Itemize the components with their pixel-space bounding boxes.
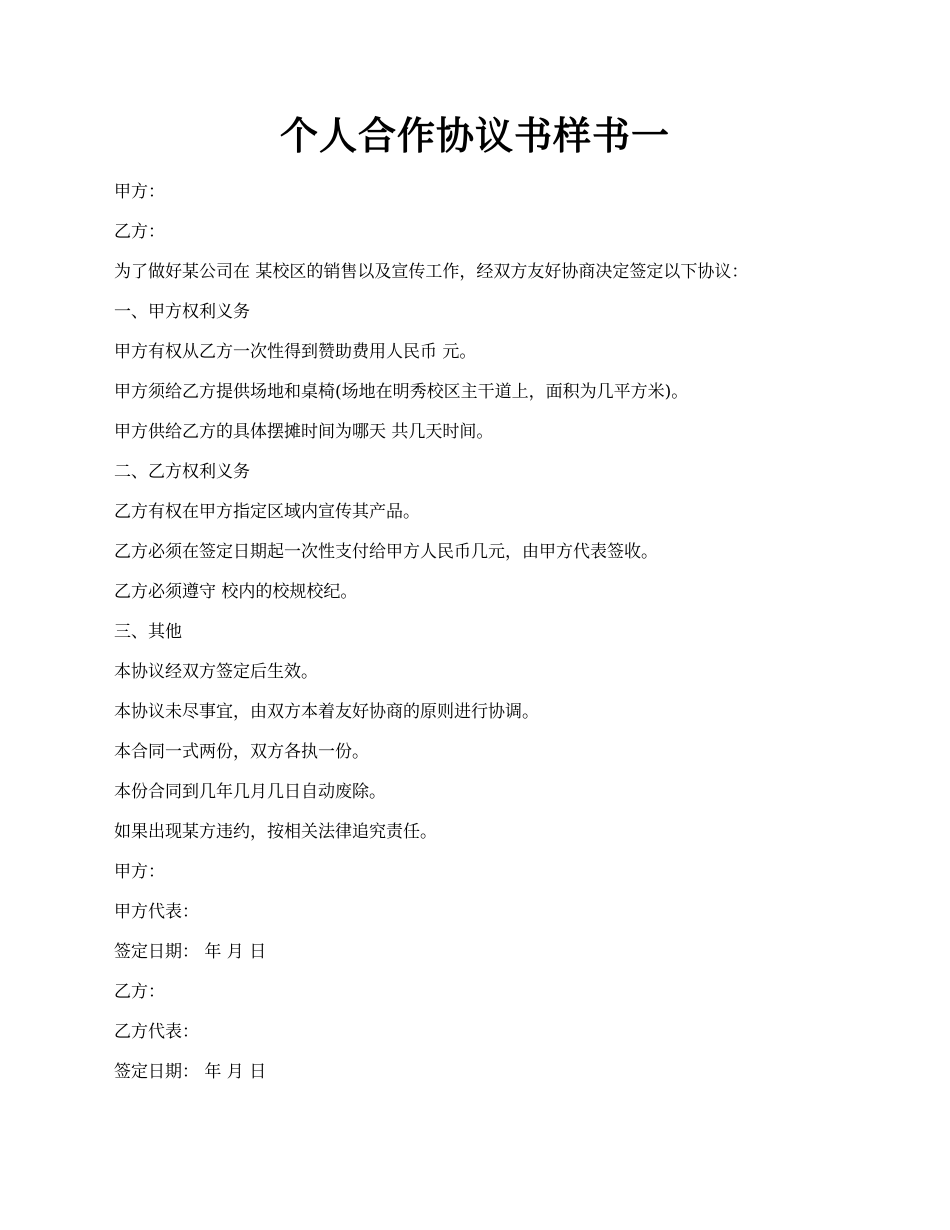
- section-heading-party-a: 一、甲方权利义务: [114, 302, 250, 322]
- document-body: [114, 176, 854, 1096]
- clause-line: 本协议未尽事宜，由双方本着友好协商的原则进行协调。: [114, 702, 539, 722]
- section-heading-other: 三、其他: [114, 622, 182, 642]
- clause-line: 甲方供给乙方的具体摆摊时间为哪天 共几天时间。: [114, 422, 494, 442]
- signature-party-a-representative: 甲方代表：: [114, 902, 199, 922]
- clause-line: 本合同一式两份，双方各执一份。: [114, 742, 369, 762]
- party-b-label: 乙方：: [114, 222, 165, 242]
- clause-line: 本份合同到几年几月几日自动废除。: [114, 782, 386, 802]
- party-a-label: 甲方：: [114, 182, 165, 202]
- preamble-paragraph: 为了做好某公司在 某校区的销售以及宣传工作，经双方友好协商决定签定以下协议：: [114, 262, 749, 282]
- signature-party-b: 乙方：: [114, 982, 165, 1002]
- signature-party-a: 甲方：: [114, 862, 165, 882]
- clause-line: 甲方须给乙方提供场地和桌椅(场地在明秀校区主干道上，面积为几平方米)。: [114, 382, 689, 402]
- signature-party-a-date: 签定日期： 年 月 日: [114, 942, 267, 962]
- clause-line: 如果出现某方违约，按相关法律追究责任。: [114, 822, 437, 842]
- clause-line: 本协议经双方签定后生效。: [114, 662, 318, 682]
- signature-party-b-date: 签定日期： 年 月 日: [114, 1062, 267, 1082]
- clause-line: 乙方必须遵守 校内的校规校纪。: [114, 582, 358, 602]
- clause-line: 乙方必须在签定日期起一次性支付给甲方人民币几元，由甲方代表签收。: [114, 542, 658, 562]
- section-heading-party-b: 二、乙方权利义务: [114, 462, 250, 482]
- document-title: 个人合作协议书样书一: [279, 113, 670, 158]
- clause-line: 甲方有权从乙方一次性得到赞助费用人民币 元。: [114, 342, 477, 362]
- signature-party-b-representative: 乙方代表：: [114, 1022, 199, 1042]
- clause-line: 乙方有权在甲方指定区域内宣传其产品。: [114, 502, 420, 522]
